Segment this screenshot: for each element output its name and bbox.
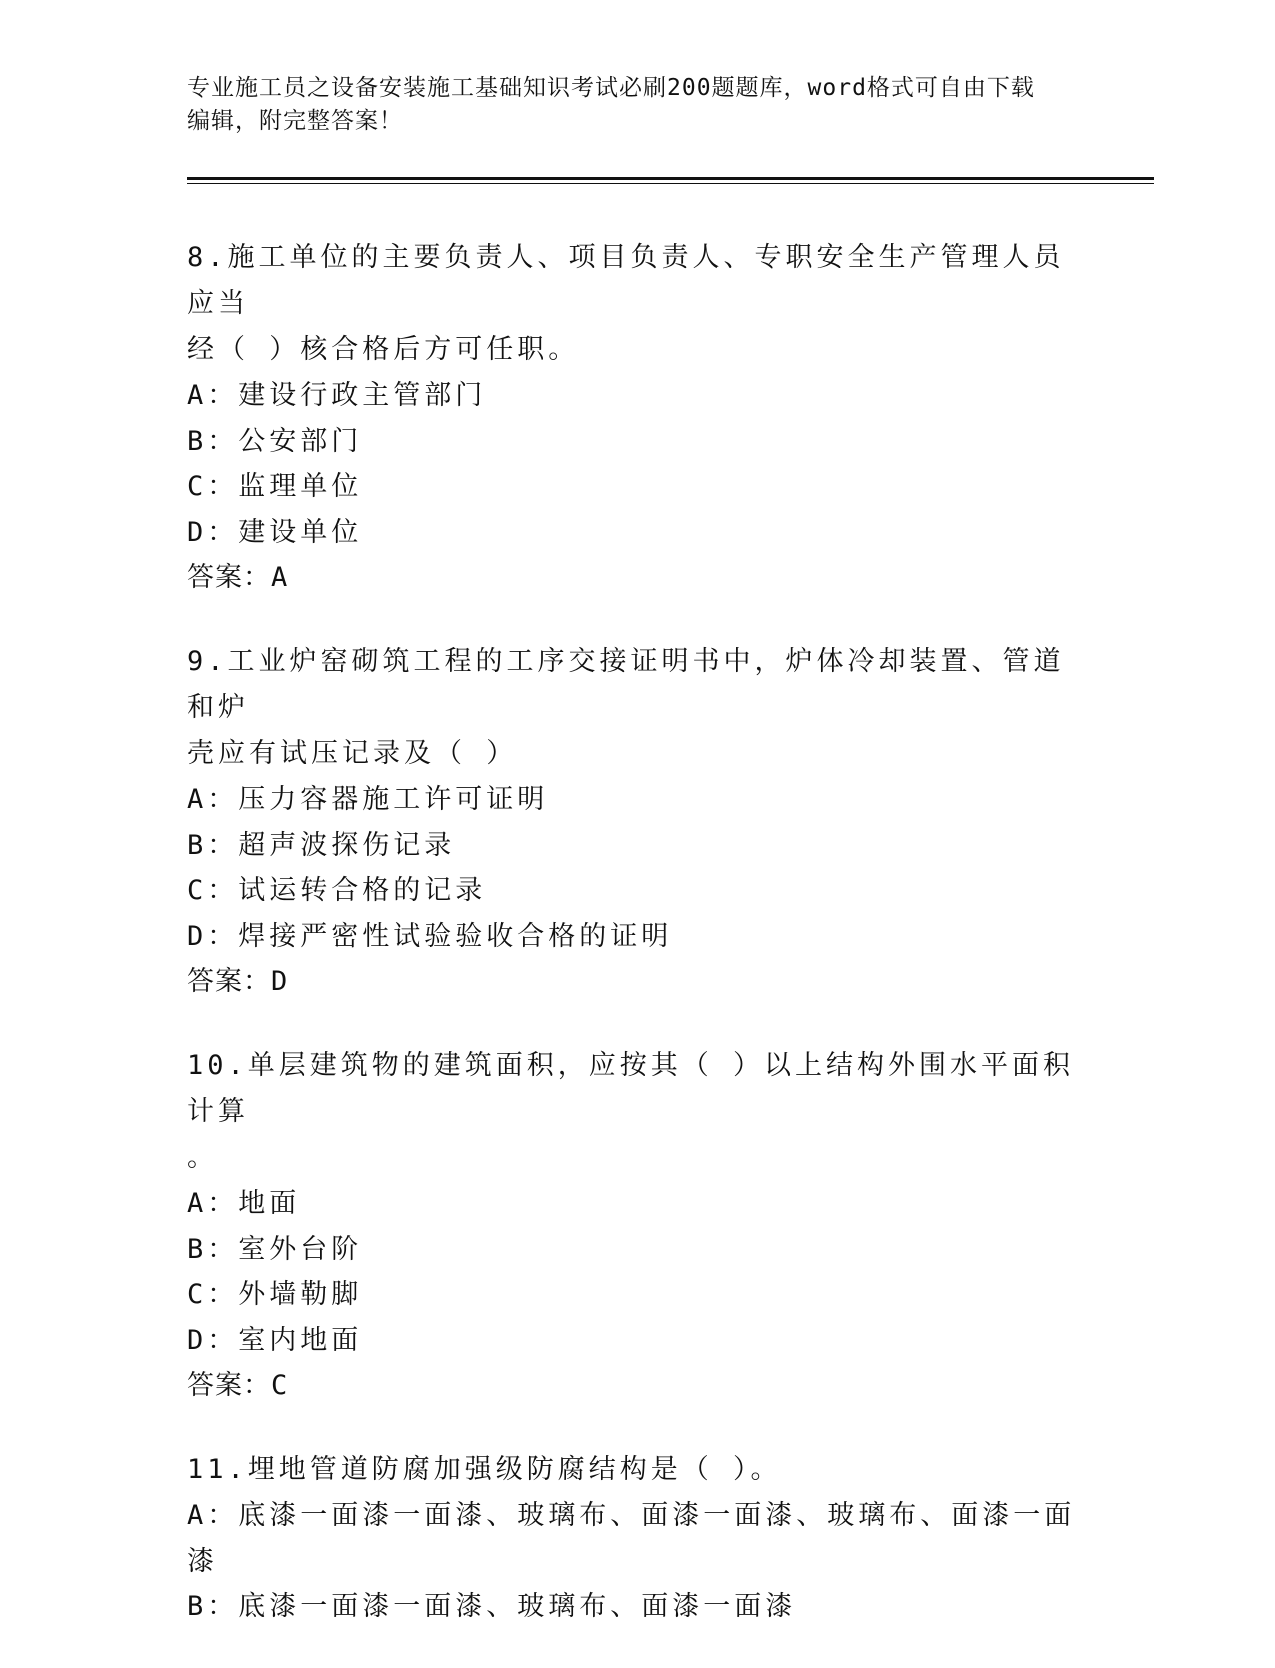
question-9	[187, 639, 1087, 1005]
question-stem-line: 经（ ）核合格后方可任职。	[187, 334, 580, 365]
option-c: C：外墙勒脚	[187, 1279, 363, 1310]
option-a: A：压力容器施工许可证明	[187, 784, 549, 815]
question-stem	[187, 235, 1087, 373]
question-stem	[187, 1043, 1087, 1181]
answer-line: 答案：D	[187, 966, 289, 997]
option-d: D：焊接严密性试验验收合格的证明	[187, 920, 673, 952]
question-10	[187, 1043, 1087, 1409]
answer-line: 答案：C	[187, 1370, 289, 1401]
question-list	[187, 235, 1087, 1668]
option-b: B：底漆一面漆一面漆、玻璃布、面漆一面漆	[187, 1591, 797, 1622]
option-b: B：公安部门	[187, 425, 363, 457]
document-header	[187, 72, 1067, 138]
option-a: A：底漆一面漆一面漆、玻璃布、面漆一面漆、玻璃布、面漆一面漆	[187, 1500, 1076, 1577]
option-b: B：超声波探伤记录	[187, 829, 456, 861]
question-stem-line: 8.施工单位的主要负责人、项目负责人、专职安全生产管理人员应当	[187, 242, 1065, 319]
option-b: B：室外台阶	[187, 1233, 363, 1265]
option-c: C：监理单位	[187, 471, 363, 502]
option-a: A：建设行政主管部门	[187, 380, 487, 411]
question-11	[187, 1447, 1087, 1630]
question-stem-line: 11.埋地管道防腐加强级防腐结构是（ ）。	[187, 1454, 782, 1485]
question-8	[187, 235, 1087, 601]
option-a: A：地面	[187, 1188, 301, 1219]
option-c: C：试运转合格的记录	[187, 875, 487, 906]
question-stem-line: 壳应有试压记录及（ ）	[187, 738, 518, 769]
option-d: D：建设单位	[187, 516, 363, 548]
answer-line: 答案：A	[187, 562, 289, 593]
header-line-2: 编辑，附完整答案！	[187, 108, 403, 134]
question-stem	[187, 639, 1087, 777]
option-d: D：室内地面	[187, 1324, 363, 1356]
header-divider-thick	[187, 177, 1154, 180]
header-line-1: 专业施工员之设备安装施工基础知识考试必刷200题题库，word格式可自由下载	[187, 75, 1035, 101]
question-stem	[187, 1447, 1087, 1493]
header-divider-thin	[187, 183, 1154, 184]
question-stem-line: 。	[187, 1142, 218, 1173]
question-stem-line: 10.单层建筑物的建筑面积，应按其（ ）以上结构外围水平面积计算	[187, 1050, 1075, 1127]
question-stem-line: 9.工业炉窑砌筑工程的工序交接证明书中，炉体冷却装置、管道和炉	[187, 646, 1065, 723]
